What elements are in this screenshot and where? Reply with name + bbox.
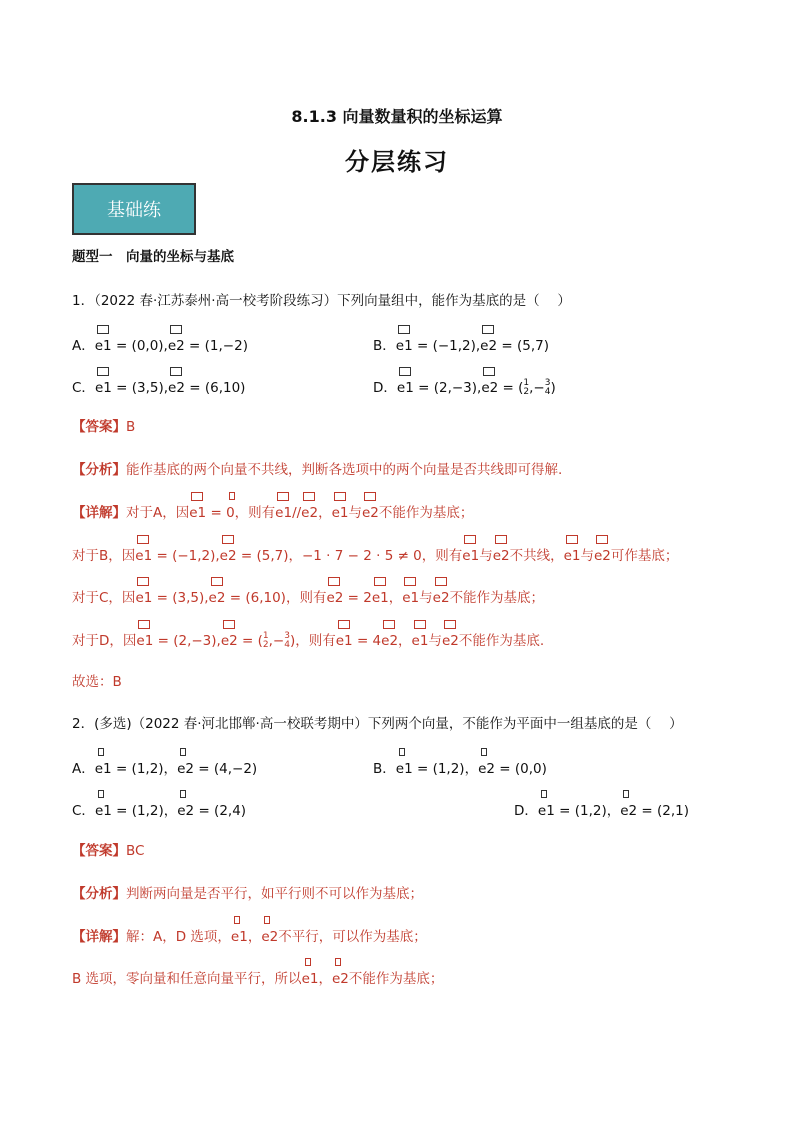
vector-e2: e2 (326, 590, 343, 606)
vector-e2: e2 (620, 803, 637, 819)
banner-label: 基础练 (107, 200, 161, 221)
q1-analysis: 【分析】能作基底的两个向量不共线，判断各选项中的两个向量是否共线即可得解. (72, 462, 563, 478)
vector-e2: e2 (433, 590, 450, 606)
q1-choose: 故选：B (72, 674, 122, 690)
vector-e1: e1 (189, 505, 206, 521)
vector-e2: e2 (261, 929, 278, 945)
vector-e1: e1 (402, 590, 419, 606)
vector-e1: e1 (397, 380, 414, 396)
vector-e1: e1 (336, 633, 353, 649)
vector-e2: e2 (480, 338, 497, 354)
vector-e1: e1 (538, 803, 555, 819)
q1-stem: 1．（2022 春·江苏泰州·高一校考阶段练习）下列向量组中，能作为基底的是（ ） (72, 293, 571, 309)
q2-detail-line-1: 【详解】解：A，D 选项， e1， e2不平行，可以作为基底； (72, 925, 427, 945)
section-heading: 题型一 向量的坐标与基底 (72, 249, 234, 265)
vector-e2: e2 (493, 548, 510, 564)
vector-e1: e1 (136, 633, 153, 649)
vector-e2: e2 (177, 803, 194, 819)
vector-e2: e2 (209, 590, 226, 606)
vector-e1: e1 (95, 803, 112, 819)
fraction: 1 2 (523, 378, 530, 397)
vector-e1: e1 (95, 380, 112, 396)
q1-detail-line-a: 【详解】对于A，因 e1 = 0，则有 e1// e2， e1与 e2不能作为基底； (72, 501, 473, 521)
q2-option-b: B． e1 = (1,2)， e2 = (0,0) (373, 757, 547, 777)
vector-e1: e1 (396, 338, 413, 354)
vector-e1: e1 (135, 590, 152, 606)
q2-option-d: D． e1 = (1,2)， e2 = (2,1) (514, 799, 689, 819)
vector-e1: e1 (95, 761, 112, 777)
q1-detail-line-c: 对于C，因 e1 = (3,5), e2 = (6,10)，则有 e2 = 2 e1， e1与 e2不能作为基底； (72, 586, 544, 606)
vector-e1: e1 (302, 971, 319, 987)
fraction: 3 4 (544, 378, 551, 397)
q2-option-a: A． e1 = (1,2)， e2 = (4,−2) (72, 757, 257, 777)
vector-e2: e2 (481, 380, 498, 396)
fraction: 3 4 (284, 631, 290, 650)
q1-detail-line-b: 对于B，因 e1 = (−1,2), e2 = (5,7)，−1 · 7 − 2 · 5 ≠ 0，则有 e1与 e2不共线， e1与 e2可作基底； (72, 544, 678, 564)
vector-e1: e1 (332, 505, 349, 521)
vector-e2: e2 (381, 633, 398, 649)
q2-answer: 【答案】BC (72, 843, 145, 859)
vector-e1: e1 (412, 633, 429, 649)
vector-e2: e2 (332, 971, 349, 987)
page-subtitle: 分层练习 (345, 147, 449, 176)
q1-option-a: A． e1 = (0,0), e2 = (1,−2) (72, 334, 248, 354)
vector-e2: e2 (168, 338, 185, 354)
vector-e2: e2 (221, 633, 238, 649)
vector-e2: e2 (362, 505, 379, 521)
vector-e2: e2 (301, 505, 318, 521)
vector-e2: e2 (594, 548, 611, 564)
vector-e1: e1 (231, 929, 248, 945)
fraction: 1 2 (262, 631, 269, 650)
vector-e1: e1 (135, 548, 152, 564)
vector-e2: e2 (478, 761, 495, 777)
vector-e2: e2 (442, 633, 459, 649)
q1-option-b: B． e1 = (−1,2), e2 = (5,7) (373, 334, 549, 354)
zero-vector: 0 (226, 505, 235, 521)
q2-analysis: 【分析】判断两向量是否平行，如平行则不可以作为基底； (72, 886, 423, 902)
vector-e1: e1 (396, 761, 413, 777)
page-title: 8.1.3 向量数量积的坐标运算 (291, 107, 503, 126)
vector-e2: e2 (177, 761, 194, 777)
q1-answer: 【答案】B (72, 419, 136, 435)
q1-option-d: D． e1 = (2,−3), e2 = (1 2,−3 4) (373, 376, 556, 397)
q1-option-c: C． e1 = (3,5), e2 = (6,10) (72, 376, 245, 396)
q2-detail-line-2: B 选项，零向量和任意向量平行，所以 e1， e2不能作为基底； (72, 967, 443, 987)
vector-e1: e1 (372, 590, 389, 606)
q1-detail-line-d: 对于D，因 e1 = (2,−3), e2 = (1 2,−3 4)，则有 e1 = 4 e2， e1与 e2不能作为基底. (72, 629, 544, 650)
section-banner (72, 183, 196, 235)
vector-e1: e1 (564, 548, 581, 564)
vector-e1: e1 (462, 548, 479, 564)
vector-e2: e2 (220, 548, 237, 564)
q2-option-c: C． e1 = (1,2)， e2 = (2,4) (72, 799, 246, 819)
vector-e1: e1 (275, 505, 292, 521)
vector-e1: e1 (95, 338, 112, 354)
vector-e2: e2 (168, 380, 185, 396)
q2-stem: 2．(多选)（2022 春·河北邯郸·高一校联考期中）下列两个向量，不能作为平面中一组基底的是（ ） (72, 716, 683, 732)
